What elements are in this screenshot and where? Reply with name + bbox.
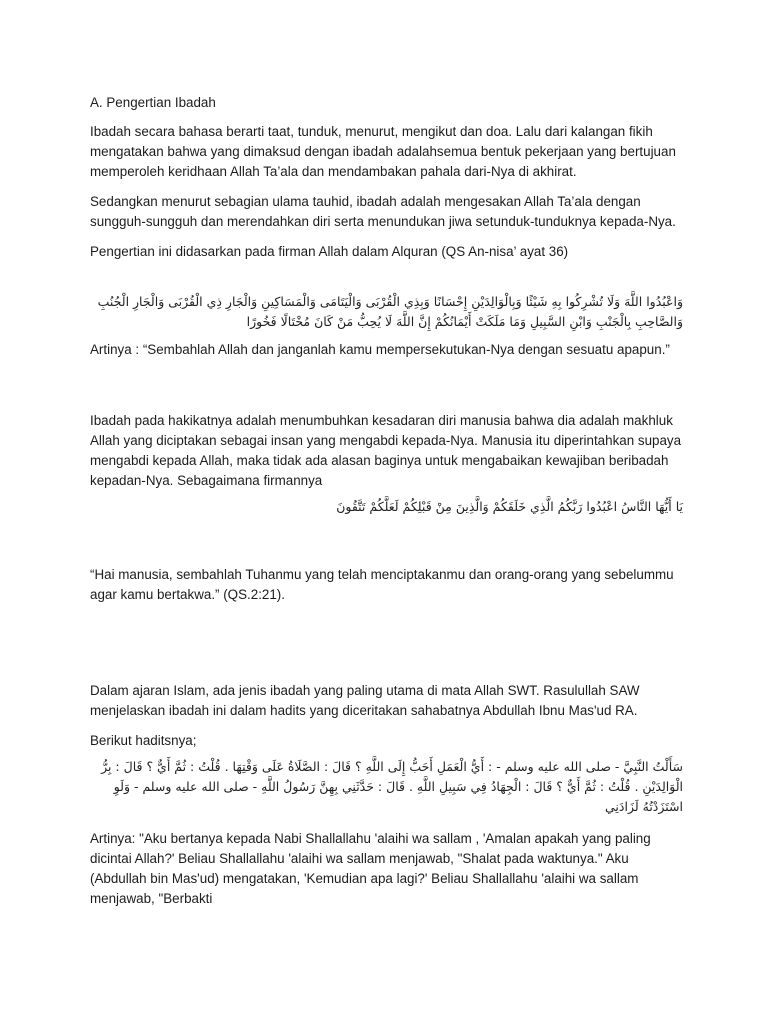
- paragraph-hadith-translation: Artinya: "Aku bertanya kepada Nabi Shallallahu 'alaihi wa sallam , 'Amalan apakah yang paling dicintai Allah?' Beliau Shallallahu 'alaihi wa sallam menjawab, "Shalat pada waktunya." Aku (Abdullah bin Mas'ud) mengatakan, 'Kemudian apa lagi?' Beliau Shallallahu 'alaihi wa sallam menjawab, "Berbakti: [90, 831, 651, 906]
- section-title: A. Pengertian Ibadah: [90, 95, 216, 110]
- paragraph-tauhid: Sedangkan menurut sebagian ulama tauhid, ibadah adalah mengesakan Allah Ta’ala dengan sungguh-sungguh dan merendahkan diri serta menundukan jiwa setunduk-tunduknya kepada-Nya.: [90, 194, 676, 229]
- paragraph-hadith-intro: Berikut haditsnya;: [90, 733, 197, 748]
- arabic-verse-al-baqarah-21: يَا أَيُّهَا النَّاسُ اعْبُدُوا رَبَّكُمُ الَّذِي خَلَقَكُمْ وَالَّذِينَ مِنْ قَبْلِكُمْ لَعَلَّكُمْ تَتَّقُونَ: [336, 499, 683, 514]
- paragraph-translation-1: Artinya : “Sembahlah Allah dan janganlah kamu mempersekutukan-Nya dengan sesuatu apapun.”: [90, 342, 670, 357]
- paragraph-essence: Ibadah pada hakikatnya adalah menumbuhkan kesadaran diri manusia bahwa dia adalah makhluk Allah yang diciptakan sebagai insan yang mengabdi kepada-Nya. Manusia itu diperintahkan supaya mengabdi kepada Allah, maka tidak ada alasan baginya untuk mengabaikan kewajiban beribadah kepadan-Nya. Sebagaimana firmannya: [90, 413, 682, 488]
- arabic-hadith: سَأَلْتُ النَّبِيَّ - صلى الله عليه وسلم - : أَيُّ الْعَمَلِ أَحَبُّ إِلَى اللَّهِ ؟ قَالَ : الصَّلَاةُ عَلَى وَقْتِهَا . قُلْتُ : ثُمَّ أَيٌّ ؟ قَالَ : بِرُّ الْوَالِدَيْنِ . قُلْتُ : ثُمَّ أَيٌّ ؟ قَالَ : الْجِهَادُ فِي سَبِيلِ اللَّهِ . قَالَ : حَدَّثَنِي بِهِنَّ رَسُولُ اللَّهِ - صلى الله عليه وسلم - وَلَوِ اسْتَزَدْتُهُ لَزَادَنِي: [101, 759, 683, 814]
- arabic-verse-an-nisa-36: وَاعْبُدُوا اللَّهَ وَلَا تُشْرِكُوا بِهِ شَيْئًا وَبِالْوَالِدَيْنِ إِحْسَانًا وَبِذِي الْقُرْبَى وَالْيَتَامَى وَالْمَسَاكِينِ وَالْجَارِ ذِي الْقُرْبَى وَالْجَارِ الْجُنُبِ وَالصَّاحِبِ بِالْجَنْبِ وَابْنِ السَّبِيلِ وَمَا مَلَكَتْ أَيْمَانُكُمْ إِنَّ اللَّهَ لَا يُحِبُّ مَنْ كَانَ مُخْتَالًا فَخُورًا: [97, 294, 683, 329]
- paragraph-main-worship: Dalam ajaran Islam, ada jenis ibadah yang paling utama di mata Allah SWT. Rasulullah SAW menjelaskan ibadah ini dalam hadits yang diceritakan sahabatnya Abdullah Ibnu Mas'ud RA.: [90, 683, 640, 718]
- paragraph-translation-2: “Hai manusia, sembahlah Tuhanmu yang telah menciptakanmu dan orang-orang yang sebelummu agar kamu bertakwa.” (QS.2:21).: [90, 567, 674, 602]
- paragraph-definition: Ibadah secara bahasa berarti taat, tunduk, menurut, mengikut dan doa. Lalu dari kalangan fikih mengatakan bahwa yang dimaksud dengan ibadah adalahsemua bentuk pekerjaan yang bertujuan memperoleh keridhaan Allah Ta’ala dan mendambakan pahala dari-Nya di akhirat.: [90, 124, 676, 179]
- paragraph-basis: Pengertian ini didasarkan pada firman Allah dalam Alquran (QS An-nisa’ ayat 36): [90, 244, 569, 259]
